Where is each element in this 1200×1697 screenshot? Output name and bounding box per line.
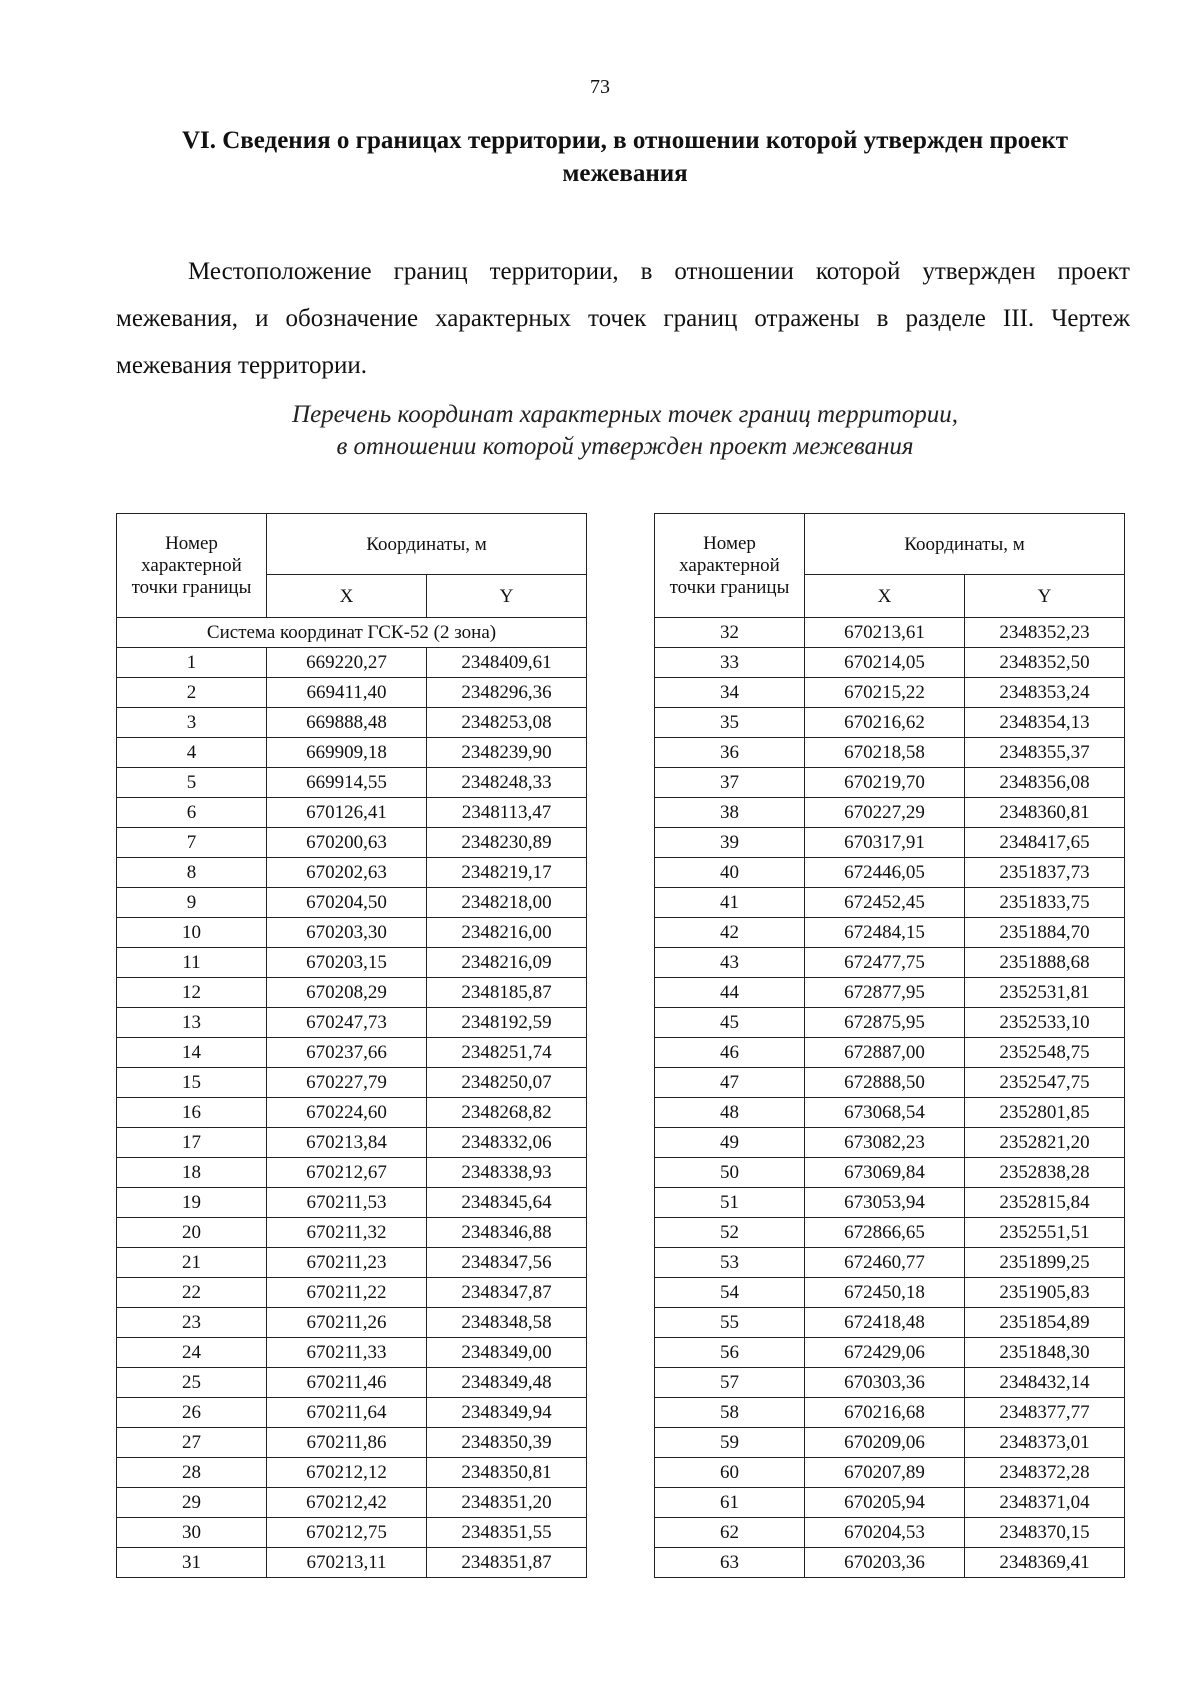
point-number-cell: 4: [117, 738, 267, 768]
x-coordinate-cell: 670214,05: [805, 648, 965, 678]
header-x: X: [267, 575, 427, 618]
point-number-cell: 46: [655, 1038, 805, 1068]
x-coordinate-cell: 670211,22: [267, 1278, 427, 1308]
point-number-cell: 5: [117, 768, 267, 798]
point-number-cell: 40: [655, 858, 805, 888]
table-row: [655, 1128, 1125, 1158]
y-coordinate-cell: 2348350,39: [427, 1428, 587, 1458]
point-number-cell: 49: [655, 1128, 805, 1158]
table-caption-line-2: в отношении которой утвержден проект межевания: [336, 433, 914, 460]
table-row: [117, 918, 587, 948]
x-coordinate-cell: 669909,18: [267, 738, 427, 768]
x-coordinate-cell: 670209,06: [805, 1428, 965, 1458]
table-caption-line-1: Перечень координат характерных точек границ территории,: [292, 401, 958, 428]
x-coordinate-cell: 670203,36: [805, 1548, 965, 1578]
x-coordinate-cell: 670203,15: [267, 948, 427, 978]
y-coordinate-cell: 2348354,13: [965, 708, 1125, 738]
x-coordinate-cell: 669888,48: [267, 708, 427, 738]
x-coordinate-cell: 670247,73: [267, 1008, 427, 1038]
x-coordinate-cell: 669914,55: [267, 768, 427, 798]
table-row: [655, 918, 1125, 948]
table-row: [117, 1098, 587, 1128]
point-number-cell: 38: [655, 798, 805, 828]
header-point-number: Номер характерной точки границы: [117, 514, 267, 618]
x-coordinate-cell: 672866,65: [805, 1218, 965, 1248]
x-coordinate-cell: 672429,06: [805, 1338, 965, 1368]
x-coordinate-cell: 672875,95: [805, 1008, 965, 1038]
point-number-cell: 56: [655, 1338, 805, 1368]
point-number-cell: 41: [655, 888, 805, 918]
coordinates-table-right: [654, 513, 1125, 1578]
y-coordinate-cell: 2348230,89: [427, 828, 587, 858]
y-coordinate-cell: 2348346,88: [427, 1218, 587, 1248]
header-coordinates: Координаты, м: [267, 514, 587, 575]
x-coordinate-cell: 670212,75: [267, 1518, 427, 1548]
table-row: [655, 648, 1125, 678]
x-coordinate-cell: 672477,75: [805, 948, 965, 978]
page-number: 73: [590, 76, 610, 98]
point-number-cell: 13: [117, 1008, 267, 1038]
x-coordinate-cell: 670211,53: [267, 1188, 427, 1218]
table-row: [117, 1158, 587, 1188]
point-number-cell: 25: [117, 1368, 267, 1398]
x-coordinate-cell: 670215,22: [805, 678, 965, 708]
table-row: [117, 738, 587, 768]
y-coordinate-cell: 2352838,28: [965, 1158, 1125, 1188]
y-coordinate-cell: 2352821,20: [965, 1128, 1125, 1158]
table-row: [117, 1248, 587, 1278]
y-coordinate-cell: 2348351,87: [427, 1548, 587, 1578]
point-number-cell: 22: [117, 1278, 267, 1308]
x-coordinate-cell: 670200,63: [267, 828, 427, 858]
y-coordinate-cell: 2348409,61: [427, 648, 587, 678]
y-coordinate-cell: 2351833,75: [965, 888, 1125, 918]
table-row: [117, 678, 587, 708]
x-coordinate-cell: 673069,84: [805, 1158, 965, 1188]
point-number-cell: 51: [655, 1188, 805, 1218]
point-number-cell: 53: [655, 1248, 805, 1278]
point-number-cell: 44: [655, 978, 805, 1008]
point-number-cell: 1: [117, 648, 267, 678]
x-coordinate-cell: 670205,94: [805, 1488, 965, 1518]
point-number-cell: 63: [655, 1548, 805, 1578]
x-coordinate-cell: 670237,66: [267, 1038, 427, 1068]
x-coordinate-cell: 670227,79: [267, 1068, 427, 1098]
x-coordinate-cell: 670227,29: [805, 798, 965, 828]
point-number-cell: 50: [655, 1158, 805, 1188]
y-coordinate-cell: 2348239,90: [427, 738, 587, 768]
y-coordinate-cell: 2352801,85: [965, 1098, 1125, 1128]
point-number-cell: 54: [655, 1278, 805, 1308]
table-row: [655, 978, 1125, 1008]
y-coordinate-cell: 2348219,17: [427, 858, 587, 888]
point-number-cell: 23: [117, 1308, 267, 1338]
point-number-cell: 30: [117, 1518, 267, 1548]
table-row: [117, 798, 587, 828]
table-row: [655, 708, 1125, 738]
table-row: [117, 1188, 587, 1218]
y-coordinate-cell: 2348351,55: [427, 1518, 587, 1548]
y-coordinate-cell: 2348356,08: [965, 768, 1125, 798]
x-coordinate-cell: 672484,15: [805, 918, 965, 948]
table-row: [655, 1518, 1125, 1548]
header-y: Y: [427, 575, 587, 618]
x-coordinate-cell: 670303,36: [805, 1368, 965, 1398]
y-coordinate-cell: 2348338,93: [427, 1158, 587, 1188]
y-coordinate-cell: 2351905,83: [965, 1278, 1125, 1308]
y-coordinate-cell: 2352551,51: [965, 1218, 1125, 1248]
y-coordinate-cell: 2348345,64: [427, 1188, 587, 1218]
table-row: [117, 1368, 587, 1398]
point-number-cell: 27: [117, 1428, 267, 1458]
x-coordinate-cell: 670213,11: [267, 1548, 427, 1578]
table-row: [655, 1218, 1125, 1248]
table-row: [655, 1188, 1125, 1218]
table-row: [117, 948, 587, 978]
y-coordinate-cell: 2348349,48: [427, 1368, 587, 1398]
x-coordinate-cell: 670218,58: [805, 738, 965, 768]
point-number-cell: 62: [655, 1518, 805, 1548]
table-row: [655, 738, 1125, 768]
x-coordinate-cell: 672460,77: [805, 1248, 965, 1278]
y-coordinate-cell: 2352531,81: [965, 978, 1125, 1008]
y-coordinate-cell: 2348417,65: [965, 828, 1125, 858]
table-row: [655, 888, 1125, 918]
table-row: [655, 1038, 1125, 1068]
table-row: [655, 1368, 1125, 1398]
point-number-cell: 61: [655, 1488, 805, 1518]
body-paragraph: Местоположение границ территории, в отношении которой утвержден проект межевания, и обозначение характерных точек границ отражены в разделе III. Чертеж межевания территории.: [116, 258, 1130, 379]
table-row: [117, 1008, 587, 1038]
point-number-cell: 43: [655, 948, 805, 978]
x-coordinate-cell: 673068,54: [805, 1098, 965, 1128]
y-coordinate-cell: 2348350,81: [427, 1458, 587, 1488]
point-number-cell: 35: [655, 708, 805, 738]
table-row: [655, 1488, 1125, 1518]
x-coordinate-cell: 670211,86: [267, 1428, 427, 1458]
header-point-number: Номер характерной точки границы: [655, 514, 805, 618]
point-number-cell: 21: [117, 1248, 267, 1278]
x-coordinate-cell: 673082,23: [805, 1128, 965, 1158]
x-coordinate-cell: 670212,67: [267, 1158, 427, 1188]
x-coordinate-cell: 672877,95: [805, 978, 965, 1008]
table-row: [655, 1548, 1125, 1578]
x-coordinate-cell: 670203,30: [267, 918, 427, 948]
table-row: [655, 678, 1125, 708]
x-coordinate-cell: 670207,89: [805, 1458, 965, 1488]
table-row: [655, 798, 1125, 828]
x-coordinate-cell: 670126,41: [267, 798, 427, 828]
point-number-cell: 57: [655, 1368, 805, 1398]
table-row: [655, 1308, 1125, 1338]
y-coordinate-cell: 2348373,01: [965, 1428, 1125, 1458]
point-number-cell: 45: [655, 1008, 805, 1038]
table-row: [655, 768, 1125, 798]
point-number-cell: 42: [655, 918, 805, 948]
x-coordinate-cell: 670219,70: [805, 768, 965, 798]
point-number-cell: 60: [655, 1458, 805, 1488]
y-coordinate-cell: 2352815,84: [965, 1188, 1125, 1218]
table-row: [655, 1398, 1125, 1428]
y-coordinate-cell: 2351888,68: [965, 948, 1125, 978]
x-coordinate-cell: 672888,50: [805, 1068, 965, 1098]
x-coordinate-cell: 672418,48: [805, 1308, 965, 1338]
y-coordinate-cell: 2348349,94: [427, 1398, 587, 1428]
x-coordinate-cell: 670212,12: [267, 1458, 427, 1488]
x-coordinate-cell: 670211,46: [267, 1368, 427, 1398]
point-number-cell: 2: [117, 678, 267, 708]
x-coordinate-cell: 669220,27: [267, 648, 427, 678]
table-row: [655, 1068, 1125, 1098]
coordinates-table-left: [116, 513, 587, 1578]
x-coordinate-cell: 670216,68: [805, 1398, 965, 1428]
x-coordinate-cell: 670216,62: [805, 708, 965, 738]
y-coordinate-cell: 2348347,87: [427, 1278, 587, 1308]
table-row: [655, 828, 1125, 858]
y-coordinate-cell: 2348216,00: [427, 918, 587, 948]
table-row: [117, 1518, 587, 1548]
point-number-cell: 17: [117, 1128, 267, 1158]
point-number-cell: 28: [117, 1458, 267, 1488]
x-coordinate-cell: 669411,40: [267, 678, 427, 708]
table-row: [117, 888, 587, 918]
x-coordinate-cell: 670211,33: [267, 1338, 427, 1368]
y-coordinate-cell: 2352548,75: [965, 1038, 1125, 1068]
y-coordinate-cell: 2352547,75: [965, 1068, 1125, 1098]
header-x: X: [805, 575, 965, 618]
table-row: [655, 948, 1125, 978]
point-number-cell: 32: [655, 618, 805, 648]
table-row: [117, 1398, 587, 1428]
y-coordinate-cell: 2348432,14: [965, 1368, 1125, 1398]
table-row: [117, 858, 587, 888]
point-number-cell: 11: [117, 948, 267, 978]
y-coordinate-cell: 2348185,87: [427, 978, 587, 1008]
y-coordinate-cell: 2348218,00: [427, 888, 587, 918]
y-coordinate-cell: 2348268,82: [427, 1098, 587, 1128]
point-number-cell: 24: [117, 1338, 267, 1368]
table-row: [117, 1308, 587, 1338]
y-coordinate-cell: 2348369,41: [965, 1548, 1125, 1578]
table-row: [117, 1068, 587, 1098]
table-row: [655, 1428, 1125, 1458]
point-number-cell: 10: [117, 918, 267, 948]
y-coordinate-cell: 2348332,06: [427, 1128, 587, 1158]
point-number-cell: 16: [117, 1098, 267, 1128]
table-row: [117, 1218, 587, 1248]
y-coordinate-cell: 2348351,20: [427, 1488, 587, 1518]
y-coordinate-cell: 2352533,10: [965, 1008, 1125, 1038]
y-coordinate-cell: 2348250,07: [427, 1068, 587, 1098]
table-row: [117, 648, 587, 678]
table-row: [655, 1278, 1125, 1308]
point-number-cell: 34: [655, 678, 805, 708]
y-coordinate-cell: 2351854,89: [965, 1308, 1125, 1338]
table-row: [655, 618, 1125, 648]
header-y: Y: [965, 575, 1125, 618]
y-coordinate-cell: 2348355,37: [965, 738, 1125, 768]
point-number-cell: 18: [117, 1158, 267, 1188]
table-row: [655, 1458, 1125, 1488]
point-number-cell: 47: [655, 1068, 805, 1098]
x-coordinate-cell: 670202,63: [267, 858, 427, 888]
point-number-cell: 15: [117, 1068, 267, 1098]
y-coordinate-cell: 2348371,04: [965, 1488, 1125, 1518]
point-number-cell: 12: [117, 978, 267, 1008]
y-coordinate-cell: 2351837,73: [965, 858, 1125, 888]
point-number-cell: 59: [655, 1428, 805, 1458]
y-coordinate-cell: 2348348,58: [427, 1308, 587, 1338]
y-coordinate-cell: 2348248,33: [427, 768, 587, 798]
y-coordinate-cell: 2348216,09: [427, 948, 587, 978]
point-number-cell: 6: [117, 798, 267, 828]
point-number-cell: 8: [117, 858, 267, 888]
y-coordinate-cell: 2348352,23: [965, 618, 1125, 648]
table-row: [117, 1038, 587, 1068]
point-number-cell: 39: [655, 828, 805, 858]
point-number-cell: 29: [117, 1488, 267, 1518]
table-row: [117, 768, 587, 798]
point-number-cell: 20: [117, 1218, 267, 1248]
x-coordinate-cell: 672450,18: [805, 1278, 965, 1308]
table-row: [655, 858, 1125, 888]
point-number-cell: 7: [117, 828, 267, 858]
x-coordinate-cell: 670204,53: [805, 1518, 965, 1548]
y-coordinate-cell: 2348377,77: [965, 1398, 1125, 1428]
y-coordinate-cell: 2348353,24: [965, 678, 1125, 708]
y-coordinate-cell: 2348192,59: [427, 1008, 587, 1038]
point-number-cell: 33: [655, 648, 805, 678]
y-coordinate-cell: 2348360,81: [965, 798, 1125, 828]
header-coordinates: Координаты, м: [805, 514, 1125, 575]
table-row: [117, 828, 587, 858]
table-row: [117, 1278, 587, 1308]
x-coordinate-cell: 670224,60: [267, 1098, 427, 1128]
point-number-cell: 14: [117, 1038, 267, 1068]
y-coordinate-cell: 2348347,56: [427, 1248, 587, 1278]
y-coordinate-cell: 2348370,15: [965, 1518, 1125, 1548]
y-coordinate-cell: 2348372,28: [965, 1458, 1125, 1488]
table-row: [117, 1488, 587, 1518]
table-row: [117, 1338, 587, 1368]
x-coordinate-cell: 670204,50: [267, 888, 427, 918]
point-number-cell: 26: [117, 1398, 267, 1428]
point-number-cell: 58: [655, 1398, 805, 1428]
y-coordinate-cell: 2348352,50: [965, 648, 1125, 678]
table-row: [655, 1158, 1125, 1188]
y-coordinate-cell: 2351899,25: [965, 1248, 1125, 1278]
point-number-cell: 48: [655, 1098, 805, 1128]
x-coordinate-cell: 670211,64: [267, 1398, 427, 1428]
x-coordinate-cell: 670211,32: [267, 1218, 427, 1248]
x-coordinate-cell: 673053,94: [805, 1188, 965, 1218]
x-coordinate-cell: 670213,61: [805, 618, 965, 648]
x-coordinate-cell: 670211,26: [267, 1308, 427, 1338]
point-number-cell: 3: [117, 708, 267, 738]
point-number-cell: 19: [117, 1188, 267, 1218]
table-row: [655, 1338, 1125, 1368]
x-coordinate-cell: 670213,84: [267, 1128, 427, 1158]
x-coordinate-cell: 670212,42: [267, 1488, 427, 1518]
point-number-cell: 36: [655, 738, 805, 768]
point-number-cell: 31: [117, 1548, 267, 1578]
point-number-cell: 52: [655, 1218, 805, 1248]
table-row: [655, 1098, 1125, 1128]
x-coordinate-cell: 670208,29: [267, 978, 427, 1008]
y-coordinate-cell: 2351848,30: [965, 1338, 1125, 1368]
table-row: [117, 708, 587, 738]
table-row: [117, 1458, 587, 1488]
x-coordinate-cell: 670317,91: [805, 828, 965, 858]
table-row: [117, 978, 587, 1008]
y-coordinate-cell: 2348296,36: [427, 678, 587, 708]
section-title: VI. Сведения о границах территории, в отношении которой утвержден проект межевания: [181, 127, 1069, 187]
x-coordinate-cell: 672446,05: [805, 858, 965, 888]
x-coordinate-cell: 670211,23: [267, 1248, 427, 1278]
table-row: [117, 1428, 587, 1458]
y-coordinate-cell: 2348349,00: [427, 1338, 587, 1368]
table-row: [655, 1008, 1125, 1038]
table-caption: [120, 399, 1130, 463]
table-row: [117, 1128, 587, 1158]
point-number-cell: 37: [655, 768, 805, 798]
y-coordinate-cell: 2348253,08: [427, 708, 587, 738]
y-coordinate-cell: 2348251,74: [427, 1038, 587, 1068]
x-coordinate-cell: 672452,45: [805, 888, 965, 918]
table-row: [655, 1248, 1125, 1278]
point-number-cell: 55: [655, 1308, 805, 1338]
coordinate-system-row: Система координат ГСК-52 (2 зона): [117, 618, 587, 648]
x-coordinate-cell: 672887,00: [805, 1038, 965, 1068]
y-coordinate-cell: 2348113,47: [427, 798, 587, 828]
point-number-cell: 9: [117, 888, 267, 918]
y-coordinate-cell: 2351884,70: [965, 918, 1125, 948]
table-row: [117, 1548, 587, 1578]
